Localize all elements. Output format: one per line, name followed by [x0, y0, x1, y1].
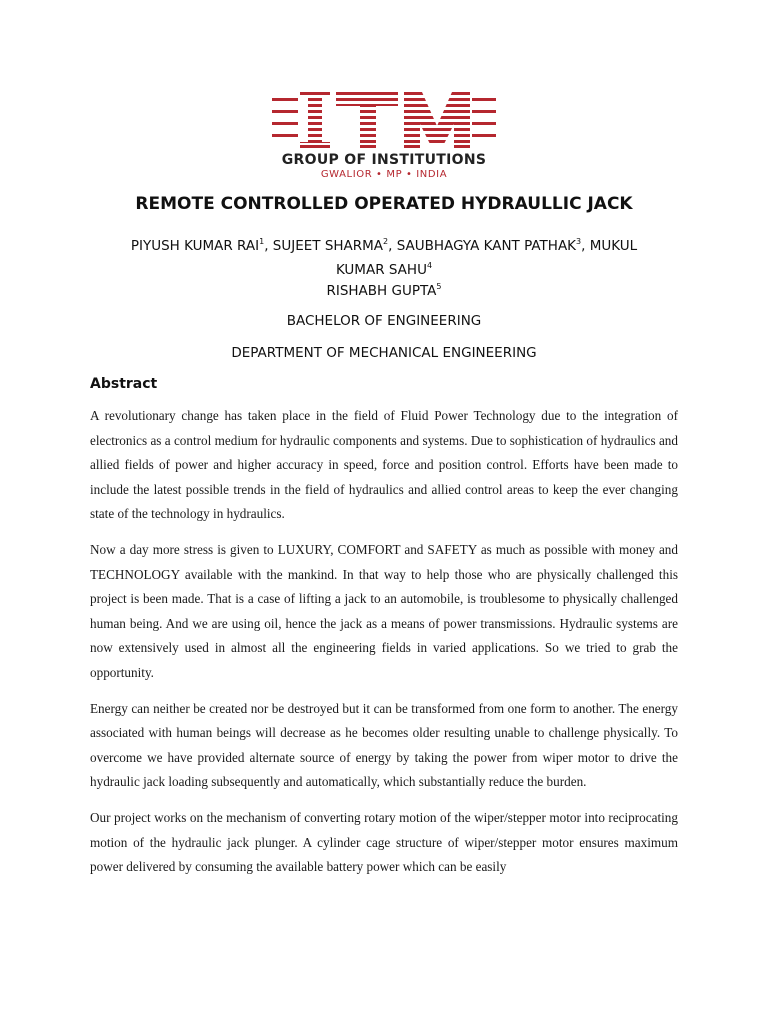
abstract-paragraph: Energy can neither be created nor be destroyed but it can be transformed from one form to another. The energy associated with human beings will decrease as he becomes older resulting unable to challenge physically. To overcome we have provided alternate source of energy by taking the power from wiper motor to drive the hydraulic jack loading subsequently and automatically, which substantially reduce the burden.: [90, 700, 678, 790]
logo-institution-name: GROUP OF INSTITUTIONS: [281, 152, 487, 168]
author-name: SUJEET SHARMA: [272, 238, 384, 254]
author-index: 5: [436, 282, 442, 291]
degree-line: BACHELOR OF ENGINEERING: [286, 313, 482, 329]
author-name: PIYUSH KUMAR RAI: [130, 238, 260, 254]
department-line: DEPARTMENT OF MECHANICAL ENGINEERING: [231, 345, 537, 361]
author-list: [110, 232, 658, 280]
logo-location: GWALIOR • MP • INDIA: [320, 169, 448, 180]
author-index: 2: [383, 237, 389, 246]
author-separator: ,: [264, 238, 273, 254]
author-index: 1: [259, 237, 265, 246]
abstract-paragraph: Now a day more stress is given to LUXURY, COMFORT and SAFETY as much as possible with money and TECHNOLOGY available with the mankind. In that way to help those who are physically challenged this project is been made. That is a case of lifting a jack to an automobile, is troublesome to physically challenged human being. And we are using oil, hence the jack as a means of power transmissions. Hydraulic systems are now extensively used in almost all the engineering fields in varied applications. So we tried to grab the opportunity.: [90, 541, 678, 680]
abstract-paragraph: A revolutionary change has taken place in the field of Fluid Power Technology due to the integration of electronics as a control medium for hydraulic components and systems. Due to sophistication of hydraulics and allied fields of power and higher accuracy in speed, force and position control. Efforts have been made to include the latest possible trends in the field of hydraulics and allied control areas to keep the ever changing state of the technology in hydraulics.: [90, 408, 678, 522]
institution-logo: [272, 88, 496, 184]
author-index: 4: [426, 261, 433, 270]
author-separator: ,: [581, 238, 590, 254]
author-index: 3: [576, 237, 582, 246]
author-name: SAUBHAGYA KANT PATHAK: [396, 238, 577, 254]
abstract-body: [90, 404, 678, 891]
author-line-2: [40, 282, 728, 299]
author-name: RISHABH GUPTA: [326, 283, 437, 299]
author-name: MUKUL KUMAR SAHU: [335, 238, 638, 278]
paper-title: REMOTE CONTROLLED OPERATED HYDRAULLIC JACK: [135, 194, 633, 214]
abstract-heading: Abstract: [90, 376, 158, 392]
author-separator: ,: [388, 238, 397, 254]
abstract-paragraph: Our project works on the mechanism of converting rotary motion of the wiper/stepper motor into reciprocating motion of the hydraulic jack plunger. A cylinder cage structure of wiper/stepper motor ensures maximum power delivered by consuming the available battery power which can be easily: [90, 809, 678, 875]
itm-logo-mark: [272, 88, 496, 152]
